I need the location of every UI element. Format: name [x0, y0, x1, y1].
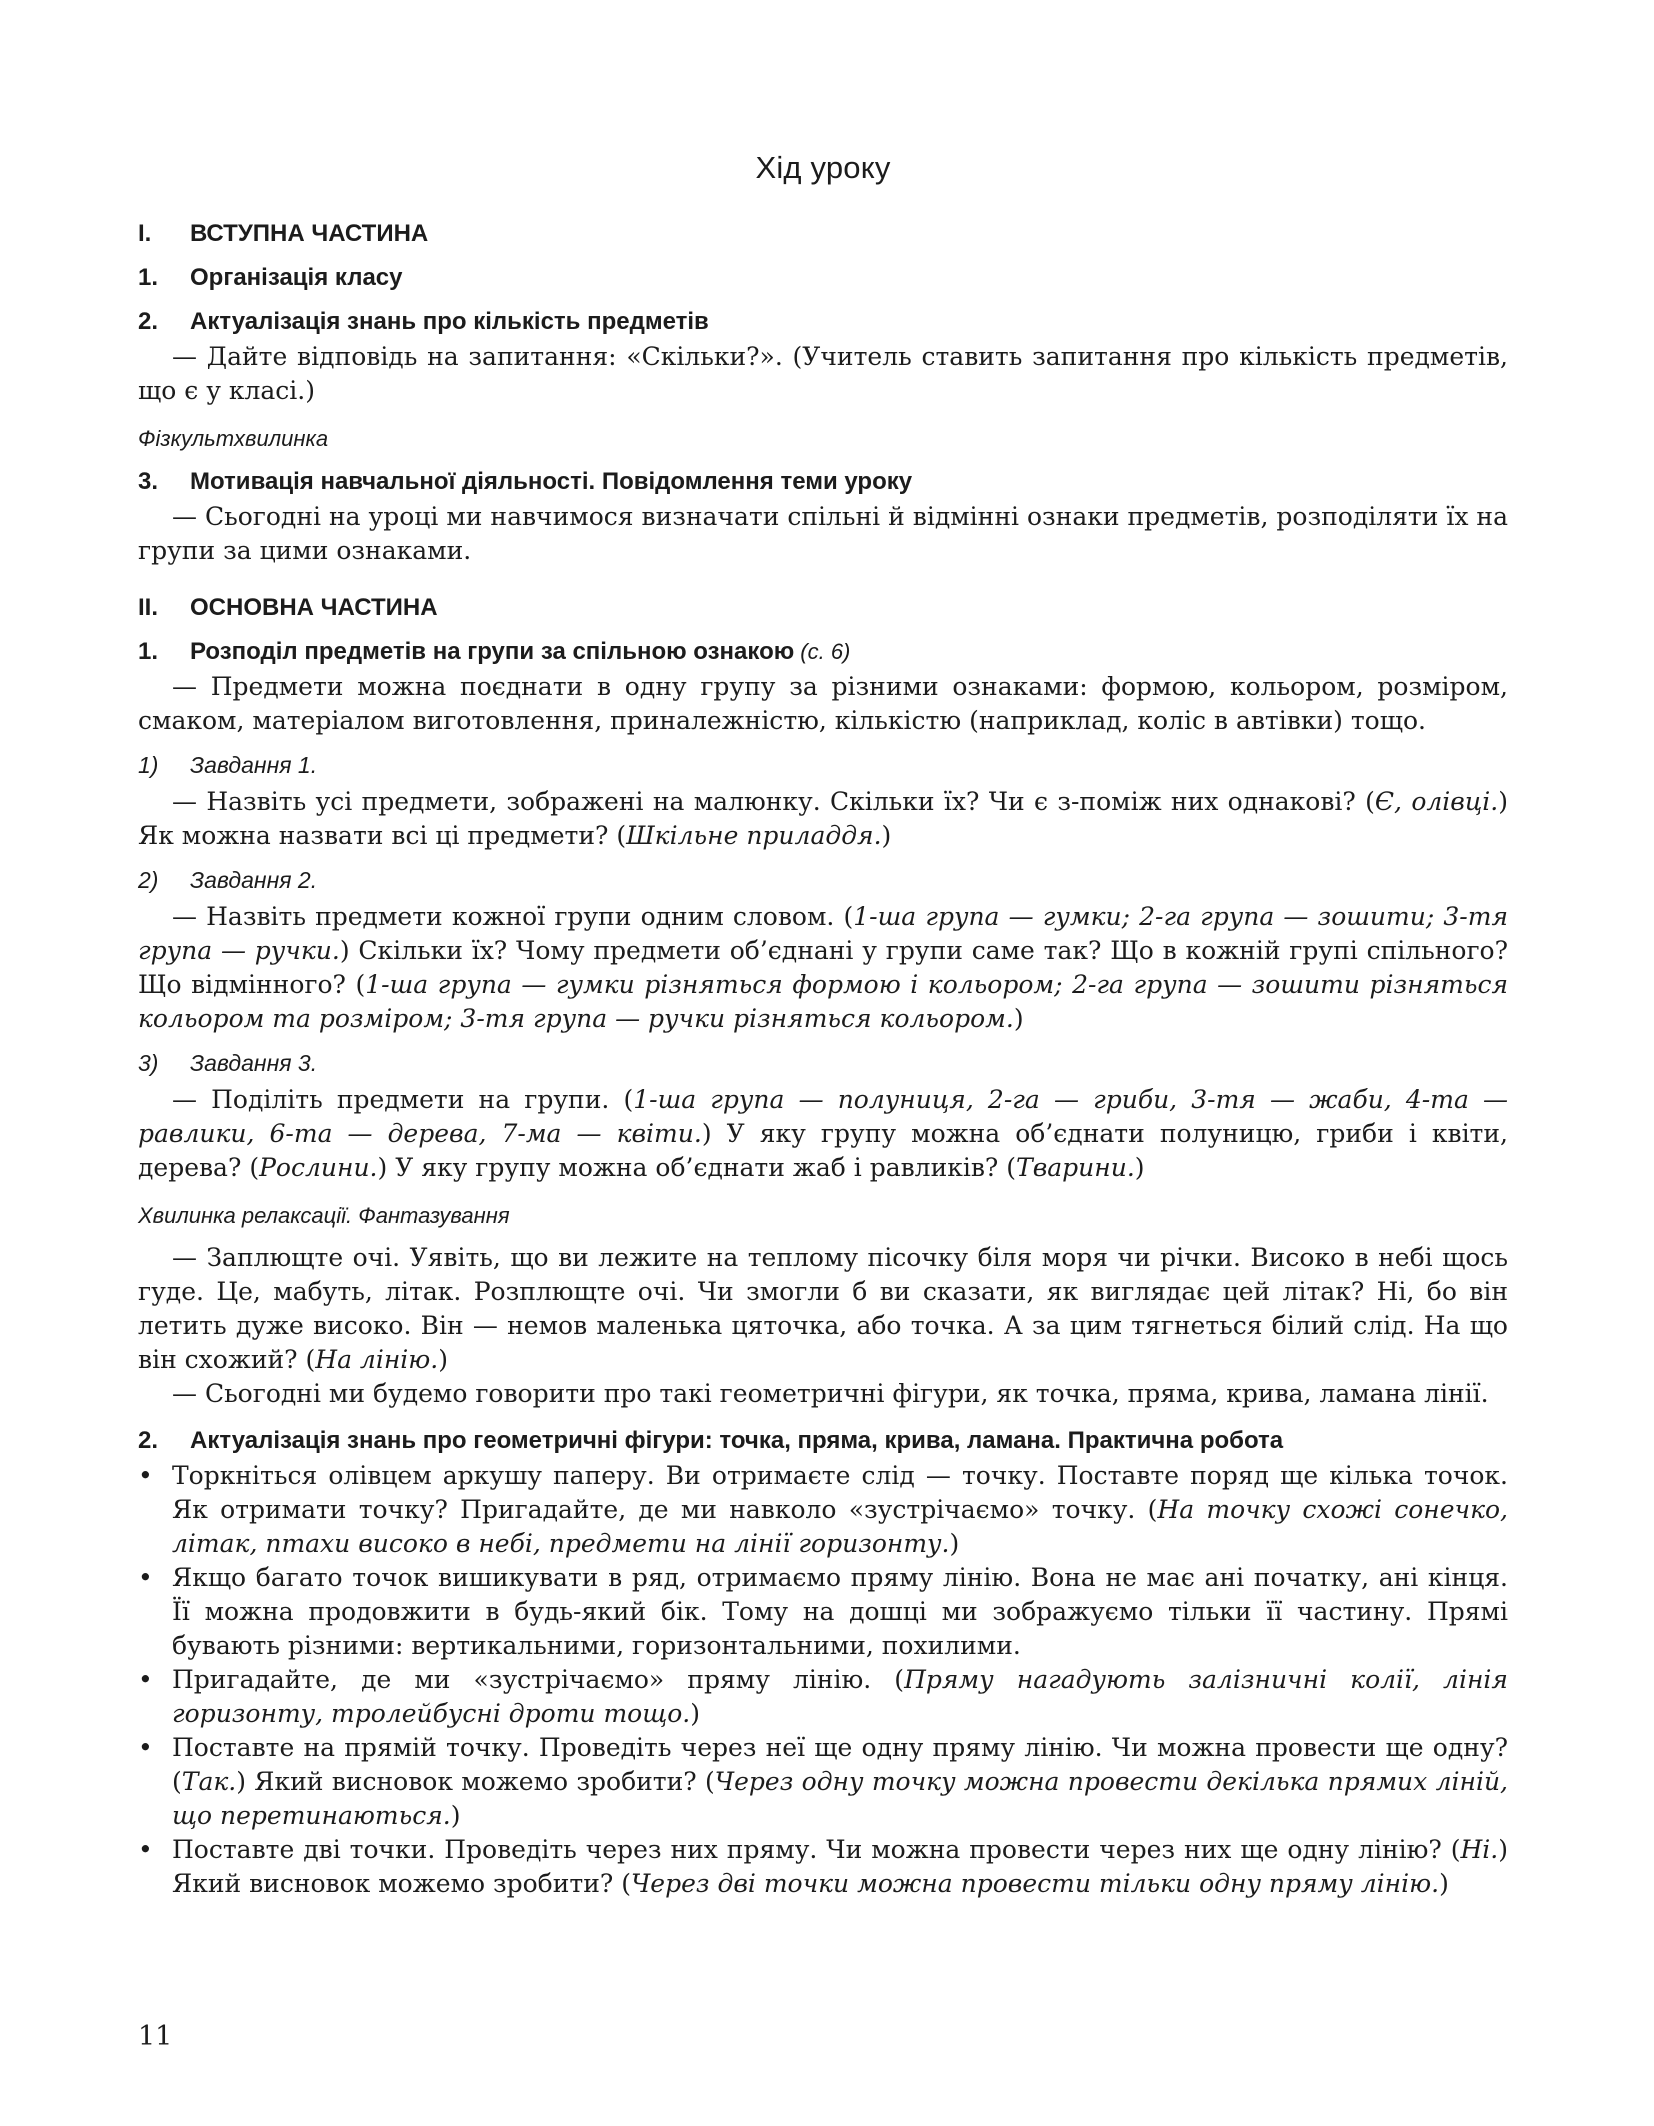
- section-heading-intro: [138, 220, 1508, 248]
- text-run: ) Який висновок можемо зробити? (: [172, 1835, 1508, 1898]
- subheading-number: 3.: [138, 468, 159, 495]
- text-run: — Заплющте очі. Уявіть, що ви лежите на теплому пісочку біля моря чи річки. Високо в небі щось гуде. Це, мабуть, літак. Розплющте очі. Чи змогли б ви сказати, як виглядає цей літак? Ні, бо він летить дуже високо. Він — немов маленька цяточка, або точка. А за цим тягнеться білий слід. На що він схожий? (: [138, 1243, 1508, 1374]
- paragraph-task-1: [138, 785, 1508, 853]
- subheading-title: Мотивація навчальної діяльності. Повідомлення теми уроку: [190, 468, 913, 495]
- page-reference: (с. 6): [800, 639, 851, 664]
- section-title: ВСТУПНА ЧАСТИНА: [190, 220, 429, 247]
- task-number: 1): [138, 752, 159, 778]
- answer-text: 1-ша група — гумки; 2-га група — зошити; 3-тя група — ручки.: [138, 902, 1508, 965]
- answer-text: Є, олівці.: [1374, 787, 1499, 816]
- bullet-list: [138, 1459, 1508, 1901]
- answer-text: Пряму нагадують залізничні колії, лінія горизонту, тролейбусні дроти тощо.: [172, 1665, 1508, 1728]
- answer-text: Через одну точку можна провести декілька прямих ліній, що перетинаються.: [172, 1767, 1508, 1830]
- bullet-icon: •: [138, 1835, 153, 1864]
- subheading-knowledge-quantity: [138, 308, 1508, 336]
- subheading-title: Актуалізація знань про кількість предметів: [190, 308, 709, 335]
- page-content: [138, 150, 1508, 1901]
- text-run: ) Який висновок можемо зробити? (: [236, 1767, 715, 1796]
- answer-text: На точку схожі сонечко, літак, птахи високо в небі, предмети на лінії горизонту.: [172, 1495, 1508, 1558]
- task-title: Завдання 2.: [190, 867, 318, 893]
- text-run: — Поділіть предмети на групи. (: [172, 1085, 634, 1114]
- text-run: ): [438, 1345, 449, 1374]
- task-3-label: [138, 1050, 1508, 1077]
- subheading-number: 1.: [138, 638, 159, 665]
- page-title: Хід уроку: [755, 150, 891, 185]
- task-number: 2): [138, 867, 159, 893]
- paragraph-relaxation: [138, 1241, 1508, 1377]
- subheading-title: Розподіл предметів на групи за спільною ознакою: [190, 638, 795, 665]
- list-item: [138, 1731, 1508, 1833]
- text-run: Поставте на прямій точку. Проведіть через неї ще одну пряму лінію. Чи можна провести ще одну? (: [172, 1733, 1508, 1796]
- answer-text: Так.: [181, 1767, 237, 1796]
- text-run: Поставте дві точки. Проведіть через них пряму. Чи можна провести через них ще одну лінію? (: [172, 1835, 1461, 1864]
- section-number: II.: [138, 594, 159, 621]
- paragraph-task-2: [138, 900, 1508, 1036]
- text-run: — Назвіть предмети кожної групи одним словом. (: [172, 902, 854, 931]
- subheading-number: 2.: [138, 308, 159, 335]
- answer-text: Шкільне приладдя.: [626, 821, 882, 850]
- list-item: [138, 1833, 1508, 1901]
- text-run: Якщо багато точок вишикувати в ряд, отримаємо пряму лінію. Вона не має ані початку, ані кінця. Її можна продовжити в будь-який бік. Тому на дошці ми зображуємо тільки її частину. Прямі бувають різними: вертикальними, горизонтальними, похилими.: [172, 1563, 1508, 1660]
- list-item: [138, 1561, 1508, 1663]
- list-item: [138, 1663, 1508, 1731]
- answer-text: Через дві точки можна провести тільки одну пряму лінію.: [630, 1869, 1440, 1898]
- task-2-label: [138, 867, 1508, 894]
- paragraph-grouping-features: — Предмети можна поєднати в одну групу за різними ознаками: формою, кольором, розміром, смаком, матеріалом виготовлення, приналежністю, кількістю (наприклад, коліс в автівки) тощо.: [138, 672, 1508, 735]
- task-title: Завдання 1.: [190, 752, 318, 778]
- answer-text: 1-ша група — полуниця, 2-га — гриби, 3-тя — жаби, 4-та — равлики, 6-та — дерева, 7-ма — квіти.: [138, 1085, 1508, 1148]
- text-run: Пригадайте, де ми «зустрічаємо» пряму лінію. (: [172, 1665, 905, 1694]
- text-run: ) Як можна назвати всі ці предмети? (: [138, 787, 1508, 850]
- answer-text: Ні.: [1460, 1835, 1499, 1864]
- section-heading-main: [138, 594, 1508, 622]
- task-title: Завдання 3.: [190, 1050, 318, 1076]
- subheading-number: 1.: [138, 264, 159, 291]
- paragraph-how-many: — Дайте відповідь на запитання: «Скільки?». (Учитель ставить запитання про кількість предметів, що є у класі.): [138, 342, 1508, 405]
- paragraph-task-3: [138, 1083, 1508, 1185]
- text-run: ) Скільки їх? Чому предмети об’єднані у групи саме так? Що в кожній групі спільного? Що відмінного? (: [138, 936, 1509, 999]
- task-1-label: [138, 752, 1508, 779]
- subheading-geometry: [138, 1427, 1508, 1455]
- text-run: ): [690, 1699, 700, 1728]
- answer-text: Рослини.: [259, 1153, 378, 1182]
- text-run: ): [450, 1801, 461, 1830]
- text-run: Торкніться олівцем аркушу паперу. Ви отримаєте слід — точку. Поставте поряд ще кілька точок. Як отримати точку? Пригадайте, де ми навколо «зустрічаємо» точку. (: [172, 1461, 1508, 1524]
- text-run: ): [949, 1529, 960, 1558]
- paragraph-lesson-topic: — Сьогодні на уроці ми навчимося визначати спільні й відмінні ознаки предметів, розподіляти їх на групи за цими ознаками.: [138, 502, 1508, 565]
- answer-text: 1-ша група — гумки різняться формою і кольором; 2-га група — зошити різняться кольором та розміром; 3-тя група — ручки різняться кольором.: [138, 970, 1508, 1033]
- subheading-grouping: [138, 638, 1508, 666]
- physical-break-label: Фізкультхвилинка: [138, 426, 329, 451]
- text-run: ): [1013, 1004, 1024, 1033]
- bullet-icon: •: [138, 1563, 153, 1592]
- subheading-number: 2.: [138, 1427, 159, 1454]
- subheading-title: Організація класу: [190, 264, 403, 291]
- answer-text: Тварини.: [1016, 1153, 1135, 1182]
- subheading-title: Актуалізація знань про геометричні фігури: точка, пряма, крива, ламана. Практична робота: [190, 1427, 1284, 1454]
- page-number: 11: [138, 2021, 173, 2052]
- relaxation-label: Хвилинка релаксації. Фантазування: [138, 1203, 510, 1228]
- subheading-class-organization: [138, 264, 1508, 292]
- answer-text: На лінію.: [315, 1345, 439, 1374]
- section-number: I.: [138, 220, 152, 247]
- subheading-motivation: [138, 468, 1508, 496]
- text-run: ) У яку групу можна об’єднати жаб і равликів? (: [377, 1153, 1017, 1182]
- task-number: 3): [138, 1050, 159, 1076]
- paragraph-geometry-intro: — Сьогодні ми будемо говорити про такі геометричні фігури, як точка, пряма, крива, ламана лінії.: [172, 1379, 1489, 1408]
- text-run: ): [1134, 1153, 1145, 1182]
- text-run: ): [1439, 1869, 1449, 1898]
- section-title: ОСНОВНА ЧАСТИНА: [190, 594, 438, 621]
- bullet-icon: •: [138, 1461, 153, 1490]
- bullet-icon: •: [138, 1665, 153, 1694]
- bullet-icon: •: [138, 1733, 153, 1762]
- text-run: — Назвіть усі предмети, зображені на малюнку. Скільки їх? Чи є з-поміж них однакові? (: [172, 787, 1375, 816]
- list-item: [138, 1459, 1508, 1561]
- text-run: ) У яку групу можна об’єднати полуницю, гриби і квіти, дерева? (: [138, 1119, 1509, 1182]
- text-run: ): [881, 821, 892, 850]
